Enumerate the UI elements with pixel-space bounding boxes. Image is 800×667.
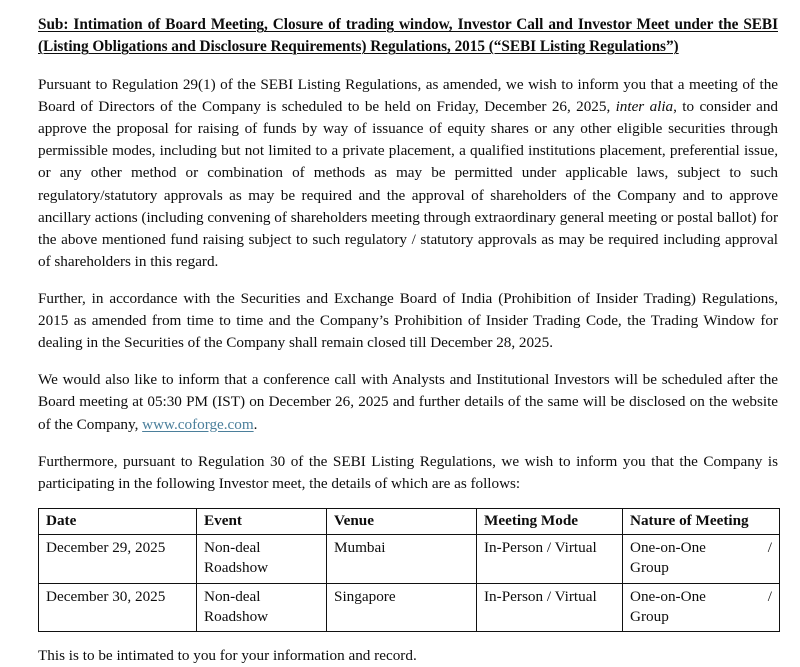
table-header-meeting-mode: Meeting Mode bbox=[477, 508, 623, 534]
paragraph-conference-call-part1: We would also like to inform that a conference call with Analysts and Institutional Investors will be scheduled after the Board meeting at 05:30 PM (IST) on December 26, 2025 and further details of the same will be disclosed on the website of the Company, bbox=[38, 371, 778, 433]
paragraph-trading-window bbox=[38, 288, 778, 354]
paragraph-closing-partial-text: This is to be intimated to you for your information and record. bbox=[38, 646, 417, 664]
inter-alia-italic: inter alia bbox=[615, 98, 674, 116]
coforge-website-link[interactable]: www.coforge.com bbox=[142, 415, 254, 433]
paragraph-board-meeting bbox=[38, 74, 778, 273]
cell-date: December 30, 2025 bbox=[39, 583, 197, 631]
cell-date: December 29, 2025 bbox=[39, 535, 197, 583]
investor-meet-table bbox=[38, 508, 780, 632]
table-header-date: Date bbox=[39, 508, 197, 534]
cell-venue: Mumbai bbox=[327, 535, 477, 583]
cell-nature-line-2: Group bbox=[630, 607, 669, 625]
paragraph-conference-call-part2: . bbox=[253, 415, 258, 433]
paragraph-board-meeting-part2: , to consider and approve the proposal for raising of funds by way of issuance of equity shares or any other eligible securities through permissible modes, including but not limited to a private placement, a qualified institutions placement, preferential issue, or any other method or combination of methods as may be permitted under applicable laws, subject to such regulatory/statutory approvals as may be required and the approval of shareholders of the Company and to approve ancillary actions (including convening of shareholders meeting through extraordinary general meeting or postal ballot) for the above mentioned fund raising subject to such regulatory / statutory approvals as may be required including approval of shareholders in this regard. bbox=[38, 98, 778, 270]
paragraph-board-meeting-part1: Pursuant to Regulation 29(1) of the SEBI Listing Regulations, as amended, we wish to inform you that a meeting of the Board of Directors of the Company is scheduled to be held on Friday, December 26, 2025, bbox=[38, 76, 778, 116]
paragraph-closing-partial bbox=[38, 645, 778, 667]
cell-nature-of-meeting bbox=[623, 583, 780, 631]
paragraph-trading-window-text: Further, in accordance with the Securities and Exchange Board of India (Prohibition of Insider Trading) Regulations, 2015 as amended from time to time and the Company’s Prohibition of Insider Trading Code, the Trading Window for dealing in the Securities of the Company shall remain closed till December 28, 2025. bbox=[38, 290, 778, 352]
table-row bbox=[39, 535, 780, 583]
table-header-venue: Venue bbox=[327, 508, 477, 534]
document-subject-heading-text: Sub: Intimation of Board Meeting, Closure of trading window, Investor Call and Investor Meet under the SEBI (Listing Obligations and Disclosure Requirements) Regulations, 2015 (“SEBI Listing Regulations”) bbox=[38, 16, 778, 56]
cell-nature-of-meeting bbox=[623, 535, 780, 583]
cell-nature-line-2: Group bbox=[630, 559, 669, 577]
paragraph-conference-call bbox=[38, 369, 778, 435]
paragraph-investor-meet-intro bbox=[38, 451, 778, 495]
cell-venue: Singapore bbox=[327, 583, 477, 631]
cell-event: Non-deal Roadshow bbox=[197, 583, 327, 631]
cell-meeting-mode: In-Person / Virtual bbox=[477, 535, 623, 583]
table-header-event: Event bbox=[197, 508, 327, 534]
cell-meeting-mode: In-Person / Virtual bbox=[477, 583, 623, 631]
paragraph-investor-meet-intro-text: Furthermore, pursuant to Regulation 30 of the SEBI Listing Regulations, we wish to inform you that the Company is participating in the following Investor meet, the details of which are as follows: bbox=[38, 452, 778, 492]
document-subject-heading bbox=[38, 14, 778, 58]
cell-event: Non-deal Roadshow bbox=[197, 535, 327, 583]
cell-nature-line-1: One-on-One / bbox=[630, 587, 772, 605]
table-row bbox=[39, 583, 780, 631]
table-header-row bbox=[39, 508, 780, 534]
cell-nature-line-1: One-on-One / bbox=[630, 539, 772, 557]
table-header-nature-of-meeting: Nature of Meeting bbox=[623, 508, 780, 534]
